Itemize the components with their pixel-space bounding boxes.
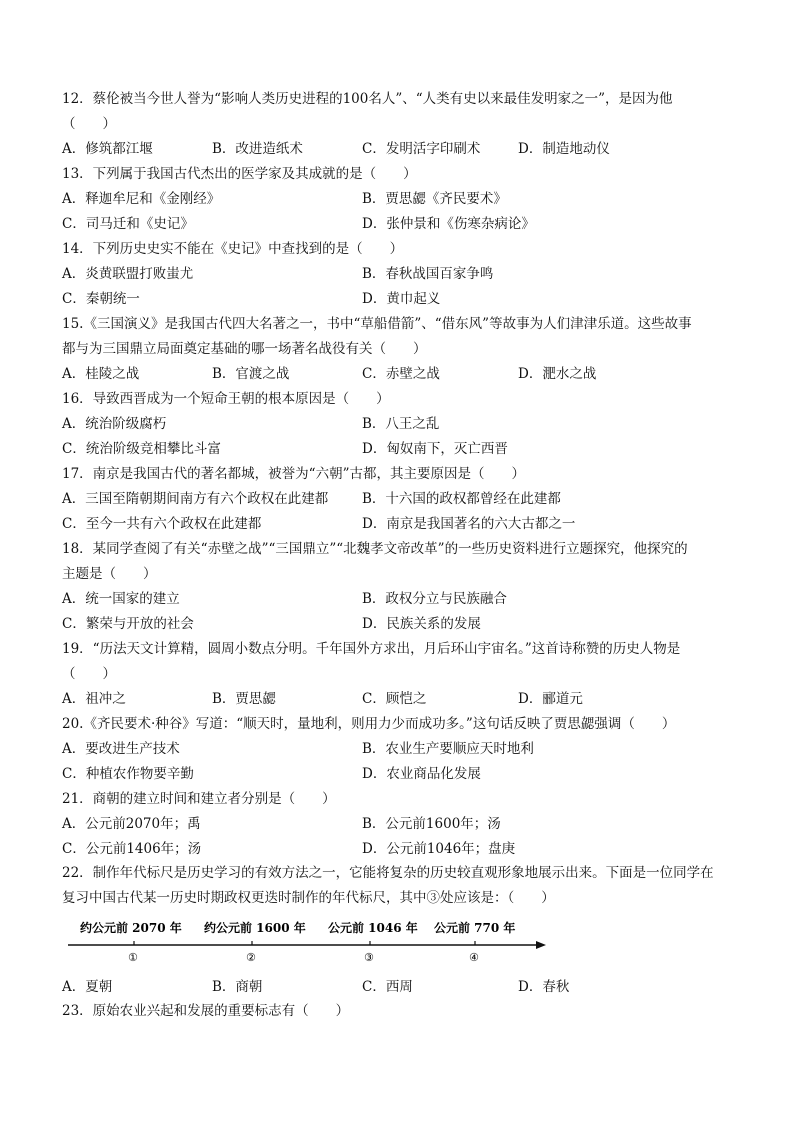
q18-option-d: D．民族关系的发展: [362, 616, 481, 632]
timeline-marker-4: ④: [469, 951, 479, 964]
q21-option-d: D．公元前1046年；盘庚: [362, 841, 516, 857]
q15-stem-line2: 都与为三国鼎立局面奠定基础的哪一场著名战役有关（ ）: [62, 341, 427, 357]
q17-stem: 17．南京是我国古代的著名都城，被誉为“六朝”古都，其主要原因是（ ）: [62, 466, 525, 482]
q21-option-a: A．公元前2070年；禹: [62, 816, 201, 832]
timeline-marker-2: ②: [246, 951, 256, 964]
q22-option-b: B．商朝: [212, 979, 263, 995]
timeline-label-1: 约公元前 2070 年: [80, 921, 182, 935]
q12-option-a: A．修筑都江堰: [62, 141, 153, 157]
q18-stem-line2: 主题是（ ）: [62, 566, 157, 582]
q12-paren: （ ）: [62, 116, 116, 132]
q20-option-c: C．种植农作物要辛勤: [62, 766, 194, 782]
timeline-label-3: 公元前 1046 年: [328, 921, 418, 935]
q15-stem-line1: 15.《三国演义》是我国古代四大名著之一，书中“草船借箭”、“借东风”等故事为人们津津乐道。这些故事: [62, 316, 692, 332]
q17-option-a: A．三国至隋朝期间南方有六个政权在此建都: [62, 491, 329, 507]
q22-stem-line1: 22．制作年代标尺是历史学习的有效方法之一，它能将复杂的历史较直观形象地展示出来。下面是一位同学在: [62, 865, 714, 881]
q13-option-d: D．张仲景和《伤寒杂病论》: [362, 216, 535, 232]
q12-option-b: B．改进造纸术: [212, 141, 303, 157]
q22-stem-line2: 复习中国古代某一历史时期政权更迭时制作的年代标尺，其中③处应该是：（ ）: [62, 890, 555, 906]
q14-option-b: B．春秋战国百家争鸣: [362, 266, 494, 282]
q15-option-d: D．淝水之战: [518, 366, 597, 382]
q20-option-d: D．农业商品化发展: [362, 766, 481, 782]
q14-stem: 14．下列历史史实不能在《史记》中查找到的是（ ）: [62, 241, 404, 257]
q19-option-a: A．祖冲之: [62, 691, 126, 707]
timeline-svg: [62, 915, 562, 965]
timeline-label-4: 公元前 770 年: [434, 921, 516, 935]
q19-stem-line1: 19．“历法天文计算精，圆周小数点分明。千年国外方求出，月后环山宇宙名。”这首诗称赞的历史人物是: [62, 641, 681, 657]
q20-option-b: B．农业生产要顺应天时地利: [362, 741, 534, 757]
q21-stem: 21．商朝的建立时间和建立者分别是（ ）: [62, 791, 336, 807]
timeline-marker-3: ③: [364, 951, 374, 964]
q12-option-d: D．制造地动仪: [518, 141, 610, 157]
q14-option-c: C．秦朝统一: [62, 291, 140, 307]
q17-option-c: C．至今一共有六个政权在此建都: [62, 516, 262, 532]
q22-option-c: C．西周: [362, 979, 413, 995]
q16-stem: 16．导致西晋成为一个短命王朝的根本原因是（ ）: [62, 391, 390, 407]
q13-option-b: B．贾思勰《齐民要术》: [362, 191, 507, 207]
timeline-marker-1: ①: [128, 951, 138, 964]
q18-option-c: C．繁荣与开放的社会: [62, 616, 194, 632]
q18-option-b: B．政权分立与民族融合: [362, 591, 507, 607]
q16-option-a: A．统治阶级腐朽: [62, 416, 167, 432]
q15-option-c: C．赤壁之战: [362, 366, 440, 382]
q21-option-b: B．公元前1600年；汤: [362, 816, 501, 832]
q15-option-a: A．桂陵之战: [62, 366, 140, 382]
timeline-arrow-icon: [536, 941, 546, 949]
q12-stem: 12．蔡伦被当今世人誉为“影响人类历史进程的100名人”、“人类有史以来最佳发明家之一”，是因为他: [62, 91, 673, 107]
q19-option-b: B．贾思勰: [212, 691, 276, 707]
q16-option-d: D．匈奴南下，灭亡西晋: [362, 441, 508, 457]
q21-option-c: C．公元前1406年；汤: [62, 841, 202, 857]
q16-option-c: C．统治阶级竞相攀比斗富: [62, 441, 221, 457]
timeline-label-2: 约公元前 1600 年: [204, 921, 306, 935]
q13-option-c: C．司马迁和《史记》: [62, 216, 194, 232]
q14-option-d: D．黄巾起义: [362, 291, 441, 307]
q15-option-b: B．官渡之战: [212, 366, 290, 382]
q18-stem-line1: 18．某同学查阅了有关“赤壁之战”“三国鼎立”“北魏孝文帝改革”的一些历史资料进行立题探究，他探究的: [62, 541, 688, 557]
q16-option-b: B．八王之乱: [362, 416, 440, 432]
q22-option-d: D．春秋: [518, 979, 570, 995]
q22-timeline: [62, 915, 562, 965]
q23-stem: 23．原始农业兴起和发展的重要标志有（ ）: [62, 1003, 350, 1019]
q17-option-d: D．南京是我国著名的六大古都之一: [362, 516, 576, 532]
q22-option-a: A．夏朝: [62, 979, 113, 995]
q14-option-a: A．炎黄联盟打败蚩尤: [62, 266, 194, 282]
q13-option-a: A．释迦牟尼和《金刚经》: [62, 191, 221, 207]
q13-stem: 13．下列属于我国古代杰出的医学家及其成就的是（ ）: [62, 166, 417, 182]
q12-option-c: C．发明活字印刷术: [362, 141, 481, 157]
q18-option-a: A．统一国家的建立: [62, 591, 180, 607]
q19-option-c: C．顾恺之: [362, 691, 427, 707]
q20-stem: 20.《齐民要术·种谷》写道：“顺天时，量地利，则用力少而成功多。”这句话反映了贾思勰强调（ ）: [62, 716, 676, 732]
q19-stem-line2: （ ）: [62, 666, 116, 682]
q17-option-b: B．十六国的政权都曾经在此建都: [362, 491, 561, 507]
q19-option-d: D．郦道元: [518, 691, 583, 707]
q20-option-a: A．要改进生产技术: [62, 741, 180, 757]
